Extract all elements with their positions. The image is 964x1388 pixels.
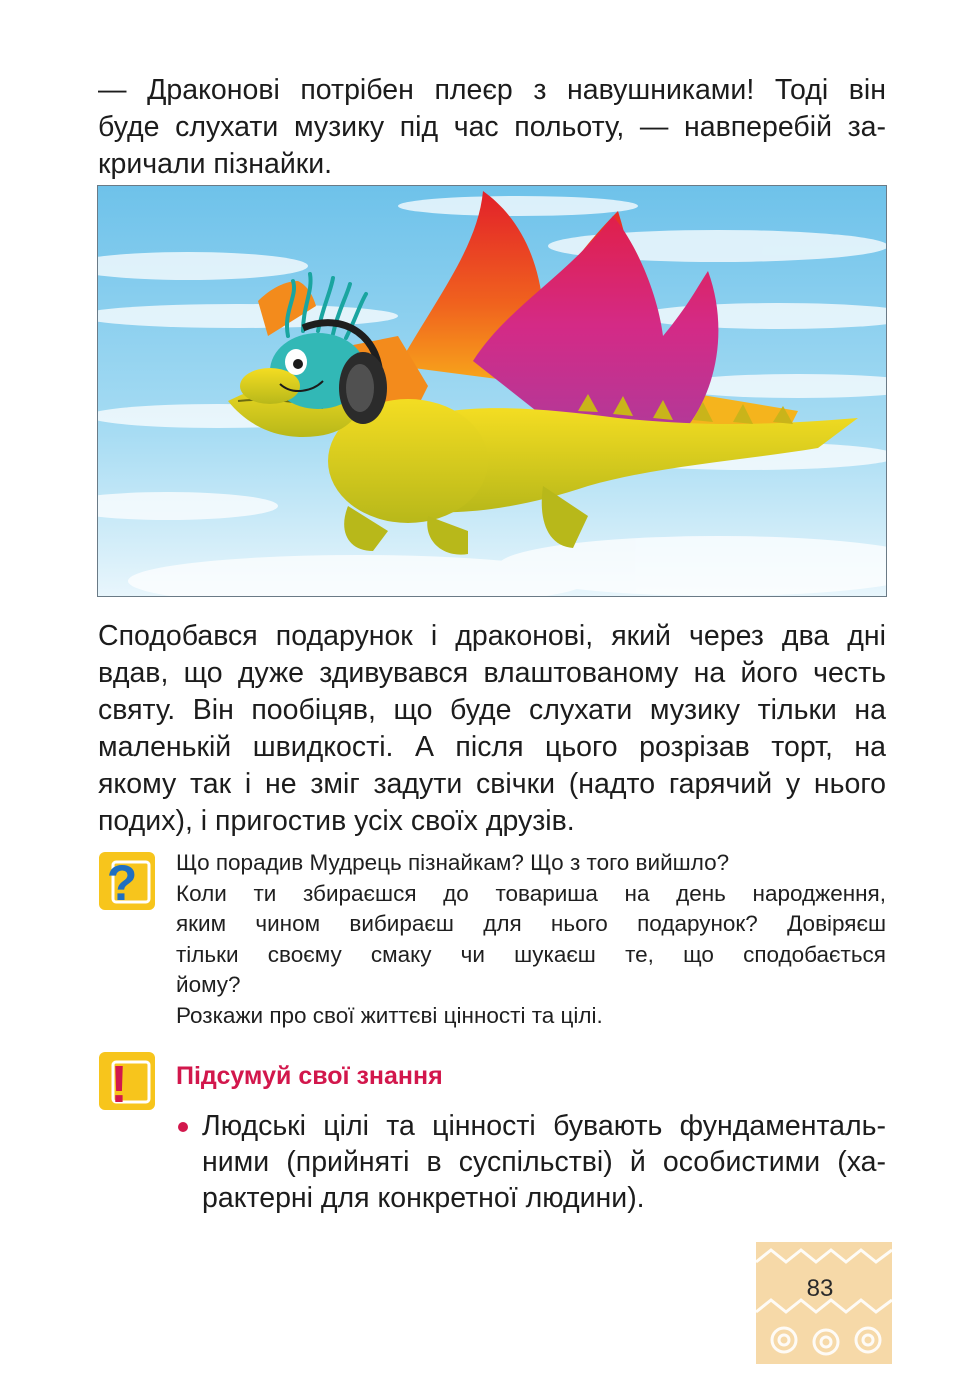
paragraph-1	[98, 72, 886, 183]
question-line: яким чином вибираєш для нього подарунок? Довіряєш	[176, 911, 886, 936]
bullet-dot-icon	[178, 1122, 188, 1132]
paragraph-1-line: буде слухати музику під час польоту, — навперебій за-	[98, 111, 886, 143]
paragraph-2-line: якому так і не зміг задути свічки (надто гарячий у нього	[98, 768, 886, 800]
exclamation-mark-icon	[97, 1050, 157, 1112]
paragraph-2-line: Сподобався подарунок і драконові, який через два дні	[98, 620, 886, 652]
dragon-illustration	[97, 185, 887, 597]
paragraph-2-line: маленькій швидкості. А після цього розрізав торт, на	[98, 731, 886, 763]
question-line: тільки своєму смаку чи шукаєш те, що сподобається	[176, 941, 886, 967]
summary-title: Підсумуй свої знання	[176, 1062, 443, 1090]
exclamation-icon-glyph: !	[110, 1056, 128, 1112]
question-mark-icon	[97, 850, 157, 912]
dragon-illustration-svg	[98, 186, 887, 597]
page-corner-ornament	[756, 1242, 892, 1364]
paragraph-1-line: — Драконові потрібен плеєр з навушниками! Тоді він	[98, 74, 886, 106]
summary-bullet-line: рактерні для конкретної людини).	[202, 1182, 645, 1214]
question-line: Розкажи про свої життєві цінності та цілі.	[176, 1002, 603, 1028]
questions-block	[176, 848, 886, 1031]
paragraph-2-line: подих), і пригостив усіх своїх друзів.	[98, 805, 575, 837]
question-line: йому?	[176, 972, 241, 997]
paragraph-2-line: вдав, що дуже здивувався влаштованому на його честь	[98, 657, 886, 689]
paragraph-2	[98, 618, 886, 840]
summary-bullet	[176, 1108, 886, 1216]
summary-bullet-line: ними (прийняті в суспільстві) й особистими (ха-	[202, 1146, 886, 1178]
page-number: 83	[806, 1275, 834, 1302]
summary-bullet-line: Людські цілі та цінності бувають фундаменталь-	[202, 1110, 886, 1142]
question-line: Що порадив Мудрець пізнайкам? Що з того вийшло?	[176, 850, 730, 875]
question-line: Коли ти збираєшся до товариша на день народження,	[176, 880, 886, 906]
paragraph-1-line: кричали пізнайки.	[98, 148, 333, 180]
paragraph-2-line: святу. Він пообіцяв, що буде слухати музику тільки на	[98, 694, 886, 726]
question-icon-glyph: ?	[106, 855, 138, 911]
